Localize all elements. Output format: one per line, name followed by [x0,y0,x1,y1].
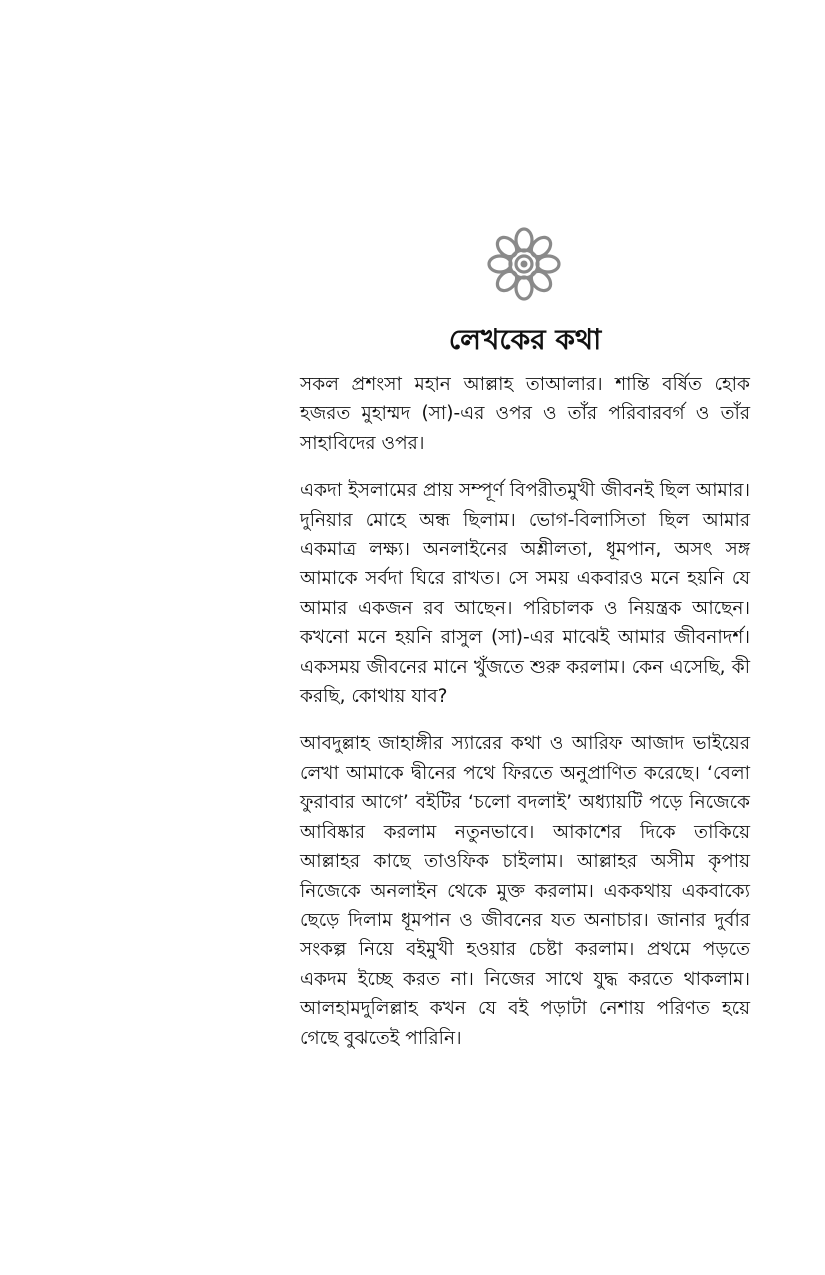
body-text [300,370,750,1071]
paragraph-3: আবদুল্লাহ জাহাঙ্গীর স্যারের কথা ও আরিফ আজাদ ভাইয়ের লেখা আমাকে দ্বীনের পথে ফিরতে অনুপ্রাণিত করেছে। ‘বেলা ফুরাবার আগে’ বইটির ‘চলো বদলাই’ অধ্যায়টি পড়ে নিজেকে আবিষ্কার করলাম নতুনভাবে। আকাশের দিকে তাকিয়ে আল্লাহর কাছে তাওফিক চাইলাম। আল্লাহর অসীম কৃপায় নিজেকে অনলাইন থেকে মুক্ত করলাম। এককথায় একবাক্যে ছেড়ে দিলাম ধূমপান ও জীবনের যত অনাচার। জানার দুর্বার সংকল্প নিয়ে বইমুখী হওয়ার চেষ্টা করলাম। প্রথমে পড়তে একদম ইচ্ছে করত না। নিজের সাথে যুদ্ধ করতে থাকলাম। আলহামদুলিল্লাহ কখন যে বই পড়াটা নেশায় পরিণত হয়ে গেছে বুঝতেই পারিনি। [300,733,750,1049]
flower-ornament-icon [486,226,562,302]
page-title: লেখকের কথা [448,323,602,356]
paragraph-2: একদা ইসলামের প্রায় সম্পূর্ণ বিপরীতমুখী জীবনই ছিল আমার। দুনিয়ার মোহে অন্ধ ছিলাম। ভোগ-বিলাসিতা ছিল আমার একমাত্র লক্ষ্য। অনলাইনের অশ্লীলতা, ধূমপান, অসৎ সঙ্গ আমাকে সর্বদা ঘিরে রাখত। সে সময় একবারও মনে হয়নি যে আমার একজন রব আছেন। পরিচালক ও নিয়ন্ত্রক আছেন। কখনো মনে হয়নি রাসুল (সা)-এর মাঝেই আমার জীবনাদর্শ। একসময় জীবনের মানে খুঁজতে শুরু করলাম। কেন এসেছি, কী করছি, কোথায় যাব? [300,480,750,708]
paragraph-1: সকল প্রশংসা মহান আল্লাহ তাআলার। শান্তি বর্ষিত হোক হজরত মুহাম্মদ (সা)-এর ওপর ও তাঁর পরিবারবর্গ ও তাঁর সাহাবিদের ওপর। [300,374,750,454]
